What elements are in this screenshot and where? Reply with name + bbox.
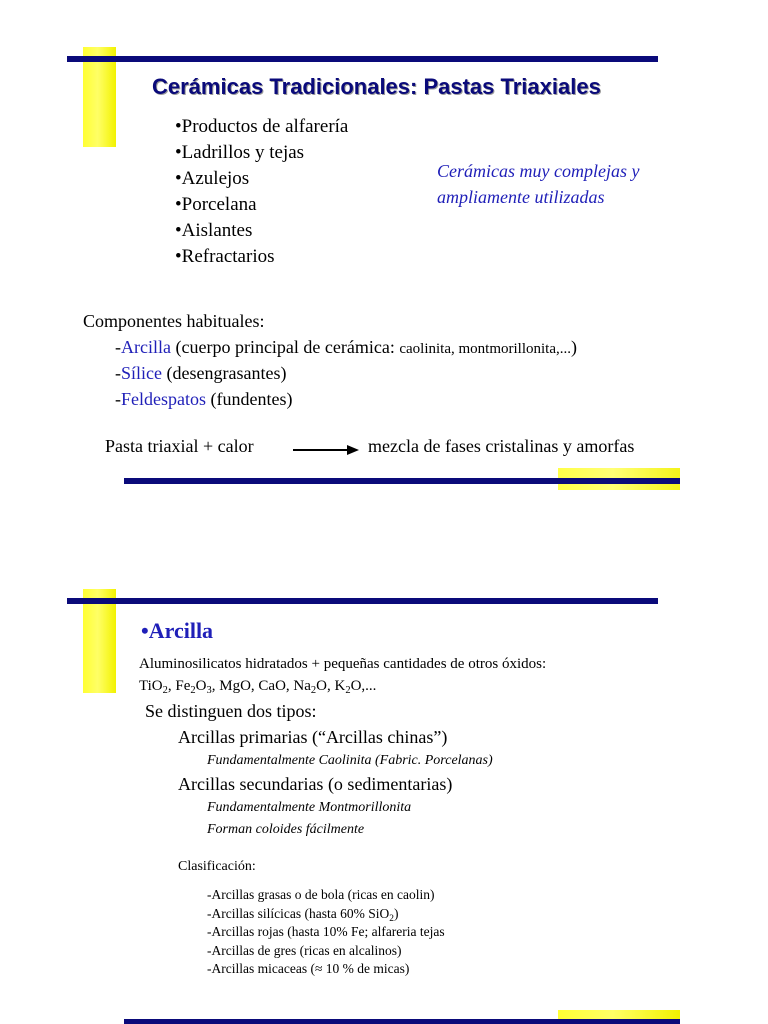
component-feldspar bbox=[115, 389, 292, 410]
slide1-yellow-bar-left bbox=[83, 47, 116, 147]
dash: - bbox=[115, 337, 121, 357]
classification-list bbox=[207, 886, 445, 979]
oxide-text: O,... bbox=[350, 678, 377, 694]
list-item: -Arcillas micaceas (≈ 10 % de micas) bbox=[207, 961, 410, 976]
list-item: •Productos de alfarería bbox=[175, 116, 349, 137]
oxide-text: O bbox=[195, 678, 207, 694]
list-item: •Aislantes bbox=[175, 220, 253, 241]
oxide-sub: 2 bbox=[310, 685, 317, 696]
classification-heading: Clasificación: bbox=[178, 859, 256, 874]
item-text: ) bbox=[393, 905, 399, 921]
component-name: Sílice bbox=[121, 363, 162, 383]
oxide-text: O, K bbox=[316, 678, 346, 694]
item-text: -Arcillas silícicas (hasta 60% SiO bbox=[207, 905, 390, 921]
components-heading: Componentes habituales: bbox=[83, 311, 265, 331]
component-name: Feldespatos bbox=[121, 389, 206, 409]
list-item: -Arcillas rojas (hasta 10% Fe; alfareria tejas bbox=[207, 924, 445, 939]
slide1-title: Cerámicas Tradicionales: Pastas Triaxiales bbox=[152, 74, 601, 99]
dash: - bbox=[115, 389, 121, 409]
slide1-bottom-rule-overlay bbox=[558, 478, 680, 484]
component-text: (cuerpo principal de cerámica: bbox=[170, 337, 400, 357]
oxide-sub: 3 bbox=[206, 685, 212, 696]
list-item: •Porcelana bbox=[175, 194, 257, 215]
types-heading: Se distinguen dos tipos: bbox=[145, 701, 317, 721]
oxide-text: , MgO, CaO, Na bbox=[211, 678, 311, 694]
slide1-top-rule bbox=[67, 56, 658, 62]
primary-clays: Arcillas primarias (“Arcillas chinas”) bbox=[178, 727, 448, 747]
slide2-bottom-rule bbox=[124, 1019, 680, 1024]
list-item bbox=[207, 905, 445, 924]
list-item: -Arcillas de gres (ricas en alcalinos) bbox=[207, 942, 402, 958]
slide2-top-rule bbox=[67, 598, 658, 604]
oxide-text: TiO bbox=[139, 678, 163, 694]
component-silica bbox=[115, 363, 286, 384]
secondary-clays: Arcillas secundarias (o sedimentarias) bbox=[178, 774, 453, 794]
oxide-sub: 2 bbox=[345, 685, 351, 696]
oxide-text: , Fe bbox=[167, 678, 191, 694]
product-list bbox=[175, 114, 348, 270]
primary-clays-note: Fundamentalmente Caolinita (Fabric. Porcelanas) bbox=[207, 753, 493, 768]
side-note-line: ampliamente utilizadas bbox=[437, 187, 605, 207]
component-text: (fundentes) bbox=[206, 389, 293, 409]
reaction-right: mezcla de fases cristalinas y amorfas bbox=[368, 436, 635, 456]
list-item: •Ladrillos y tejas bbox=[175, 142, 305, 163]
slide2-title: •Arcilla bbox=[141, 618, 214, 643]
list-item: -Arcillas grasas o de bola (ricas en caolin) bbox=[207, 887, 435, 902]
component-name: Arcilla bbox=[121, 337, 171, 357]
reaction-left: Pasta triaxial + calor bbox=[105, 436, 254, 456]
slide1-side-note bbox=[437, 158, 639, 210]
component-close: ) bbox=[571, 337, 577, 357]
component-clay bbox=[115, 337, 577, 358]
clay-description: Aluminosilicatos hidratados + pequeñas cantidades de otros óxidos: bbox=[139, 656, 547, 672]
list-item: •Refractarios bbox=[175, 246, 275, 267]
clay-oxides bbox=[139, 678, 376, 695]
item-sub: 2 bbox=[389, 913, 394, 924]
secondary-clays-note: Fundamentalmente Montmorillonita bbox=[207, 800, 412, 815]
side-note-line: Cerámicas muy complejas y bbox=[437, 161, 640, 181]
slide2-yellow-bar-left bbox=[83, 589, 116, 693]
oxide-sub: 2 bbox=[190, 685, 196, 696]
arrow-right-icon bbox=[293, 443, 359, 457]
list-item: •Azulejos bbox=[175, 168, 250, 189]
dash: - bbox=[115, 363, 121, 383]
component-detail: caolinita, montmorillonita,... bbox=[399, 341, 571, 357]
secondary-clays-note: Forman coloides fácilmente bbox=[207, 822, 365, 837]
component-text: (desengrasantes) bbox=[162, 363, 287, 383]
oxide-sub: 2 bbox=[162, 685, 168, 696]
